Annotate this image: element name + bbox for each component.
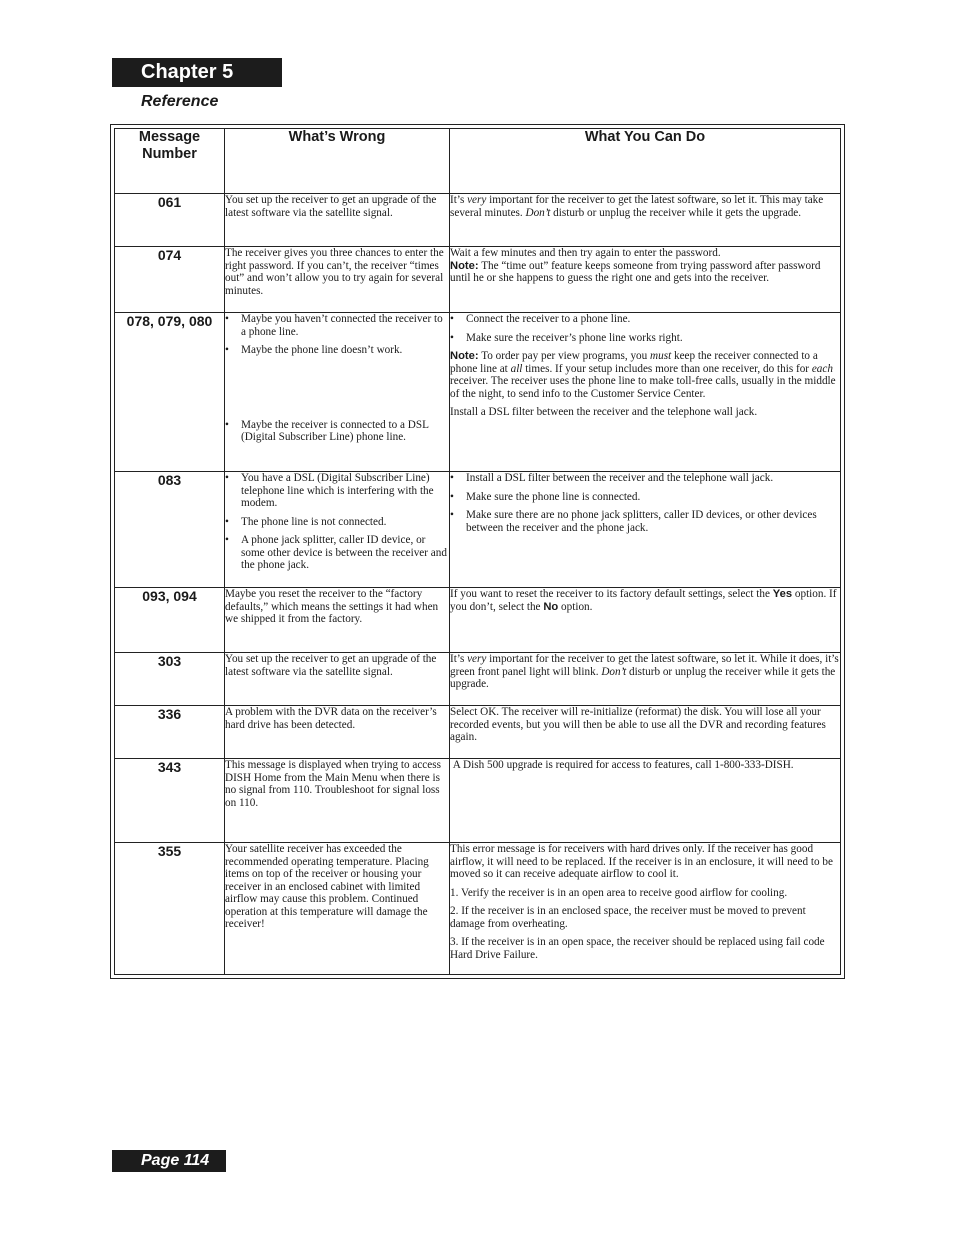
message-number: 074 bbox=[115, 247, 225, 313]
do-text: option. If you don’t, select the bbox=[450, 588, 837, 613]
list-item: • Make sure the receiver’s phone line works right. bbox=[450, 332, 840, 345]
note-label: Note: bbox=[450, 350, 479, 362]
do-text: keep the receiver connected to a phone line at bbox=[450, 350, 818, 375]
list-item: • You have a DSL (Digital Subscriber Line) telephone line which is interfering with the modem. bbox=[225, 472, 449, 510]
whats-wrong-cell bbox=[225, 588, 450, 653]
do-paragraph: Install a DSL filter between the receiver and the telephone wall jack. bbox=[450, 406, 758, 418]
list-item: • The phone line is not connected. bbox=[225, 516, 449, 529]
header-number-line1: Message bbox=[138, 129, 201, 145]
table-header-row bbox=[115, 129, 841, 194]
wrong-text: You set up the receiver to get an upgrade of the latest software via the satellite signal. bbox=[225, 194, 437, 219]
do-text: disturb or unplug the receiver while it gets the upgrade. bbox=[550, 206, 802, 219]
message-number: 355 bbox=[115, 843, 225, 975]
wrong-bullet-list bbox=[225, 472, 449, 572]
whats-wrong-cell bbox=[225, 313, 450, 472]
whats-wrong-cell bbox=[225, 194, 450, 247]
wrong-bullet-list bbox=[225, 313, 449, 357]
table-row bbox=[115, 653, 841, 706]
do-text: important for the receiver to get the latest software, so let it. While it does, it’s green front panel light will blink. bbox=[450, 653, 839, 678]
do-text: Wait a few minutes and then try again to enter the password. bbox=[450, 247, 721, 259]
what-you-can-do-cell bbox=[450, 706, 841, 759]
do-emphasis: each bbox=[811, 362, 833, 375]
message-number: 078, 079, 080 bbox=[115, 313, 225, 472]
wrong-text: The receiver gives you three chances to enter the right password. If you can’t, the receiver “times out” and won’t allow you to try again for several minutes. bbox=[225, 247, 444, 297]
do-text: option. bbox=[558, 600, 593, 613]
do-paragraph: This error message is for receivers with hard drives only. If the receiver has good airflow, it will need to be replaced. If the receiver is in an enclosure, it will need to be moved so it can receive adequate airflow to cool it. bbox=[450, 843, 833, 880]
message-number: 343 bbox=[115, 759, 225, 843]
yes-option-label: Yes bbox=[772, 588, 793, 600]
list-item: • A phone jack splitter, caller ID device, or some other device is between the receiver and the phone jack. bbox=[225, 534, 449, 572]
table-row bbox=[115, 843, 841, 975]
page-number: Page 114 bbox=[141, 1152, 210, 1169]
table-row bbox=[115, 472, 841, 588]
section-title: Reference bbox=[141, 93, 219, 110]
do-text: It’s bbox=[450, 653, 468, 665]
do-text: Select OK. The receiver will re-initialize (reformat) the disk. You will lose all your recorded events, but you will then be able to use all the DVR and recording features again. bbox=[450, 706, 826, 743]
what-you-can-do-cell bbox=[450, 247, 841, 313]
do-emphasis: all bbox=[510, 362, 523, 375]
do-emphasis: very bbox=[467, 653, 487, 665]
do-emphasis: very bbox=[467, 194, 487, 206]
wrong-text: Your satellite receiver has exceeded the recommended operating temperature. Placing items on top of the receiver or housing your receiver in an enclosed cabinet with limited airflow may cause this problem. Continued operation at this temperature will damage the receiver! bbox=[225, 843, 429, 930]
list-item: • Maybe you haven’t connected the receiver to a phone line. bbox=[225, 313, 449, 338]
chapter-title: Chapter 5 bbox=[141, 61, 234, 83]
do-emphasis: Don’t bbox=[601, 665, 627, 678]
what-you-can-do-cell bbox=[450, 313, 841, 472]
message-number: 061 bbox=[115, 194, 225, 247]
list-item: • Connect the receiver to a phone line. bbox=[450, 313, 840, 326]
message-number: 336 bbox=[115, 706, 225, 759]
do-text: A Dish 500 upgrade is required for access to features, call 1-800-333-DISH. bbox=[450, 759, 794, 771]
list-item: • Maybe the phone line doesn’t work. bbox=[225, 344, 449, 357]
do-paragraph: 2. If the receiver is in an enclosed space, the receiver must be moved to prevent damage from overheating. bbox=[450, 905, 806, 930]
wrong-text: Maybe you reset the receiver to the “factory defaults,” which means the settings it had when we shipped it from the factory. bbox=[225, 588, 439, 625]
table-row bbox=[115, 588, 841, 653]
reference-table bbox=[114, 128, 841, 975]
do-text: receiver. The receiver uses the phone line to make toll-free calls, usually in the middle of the night, to send info to the Customer Service Center. bbox=[450, 375, 836, 400]
wrong-text: A problem with the DVR data on the receiver’s hard drive has been detected. bbox=[225, 706, 437, 731]
do-text: important for the receiver to get the latest software, so let it. This may take several minutes. bbox=[450, 194, 824, 219]
do-emphasis: Don’t bbox=[525, 206, 551, 219]
table-row bbox=[115, 706, 841, 759]
header-whats-wrong: What’s Wrong bbox=[225, 129, 450, 194]
what-you-can-do-cell bbox=[450, 653, 841, 706]
header-message-number bbox=[115, 129, 225, 194]
what-you-can-do-cell bbox=[450, 194, 841, 247]
whats-wrong-cell bbox=[225, 472, 450, 588]
note-label: Note: bbox=[450, 259, 479, 272]
whats-wrong-cell bbox=[225, 653, 450, 706]
what-you-can-do-cell bbox=[450, 843, 841, 975]
do-bullet-list bbox=[450, 472, 840, 534]
what-you-can-do-cell bbox=[450, 759, 841, 843]
do-text: If you want to reset the receiver to its factory default settings, select the bbox=[450, 588, 773, 600]
do-text: It’s bbox=[450, 194, 468, 206]
do-paragraph: 3. If the receiver is in an open space, the receiver should be replaced using fail code Hard Drive Failure. bbox=[450, 936, 825, 961]
message-number: 303 bbox=[115, 653, 225, 706]
do-paragraph: 1. Verify the receiver is in an open area to receive good airflow for cooling. bbox=[450, 886, 788, 899]
wrong-text: You set up the receiver to get an upgrade of the latest software via the satellite signal. bbox=[225, 653, 437, 678]
list-item: • Maybe the receiver is connected to a DSL (Digital Subscriber Line) phone line. bbox=[225, 419, 449, 444]
table-row bbox=[115, 759, 841, 843]
message-number: 093, 094 bbox=[115, 588, 225, 653]
do-text: The “time out” feature keeps someone from trying password after password until he or she happens to guess the right one and gets into the receiver. bbox=[450, 259, 821, 284]
header-what-you-can-do: What You Can Do bbox=[450, 129, 841, 194]
whats-wrong-cell bbox=[225, 706, 450, 759]
wrong-text: This message is displayed when trying to access DISH Home from the Main Menu when there is no signal from 110. Troubleshoot for signal loss on 110. bbox=[225, 759, 441, 809]
whats-wrong-cell bbox=[225, 759, 450, 843]
header-number-line2: Number bbox=[142, 146, 197, 162]
what-you-can-do-cell bbox=[450, 588, 841, 653]
do-text: disturb or unplug the receiver while it gets the upgrade. bbox=[450, 665, 836, 690]
what-you-can-do-cell bbox=[450, 472, 841, 588]
table-row bbox=[115, 194, 841, 247]
table-row bbox=[115, 313, 841, 472]
do-text: times. If your setup includes more than one receiver, do this for bbox=[522, 362, 812, 375]
list-item: • Make sure there are no phone jack splitters, caller ID devices, or other devices between the receiver and the phone jack. bbox=[450, 509, 840, 534]
whats-wrong-cell bbox=[225, 843, 450, 975]
table-row bbox=[115, 247, 841, 313]
list-item: • Install a DSL filter between the receiver and the telephone wall jack. bbox=[450, 472, 840, 485]
message-number: 083 bbox=[115, 472, 225, 588]
do-text: To order pay per view programs, you bbox=[478, 350, 651, 362]
do-bullet-list bbox=[450, 313, 840, 344]
note-paragraph bbox=[450, 350, 840, 400]
do-emphasis: must bbox=[650, 350, 672, 362]
list-item: • Make sure the phone line is connected. bbox=[450, 491, 840, 504]
no-option-label: No bbox=[543, 600, 559, 613]
wrong-bullet-list bbox=[225, 419, 449, 444]
whats-wrong-cell bbox=[225, 247, 450, 313]
